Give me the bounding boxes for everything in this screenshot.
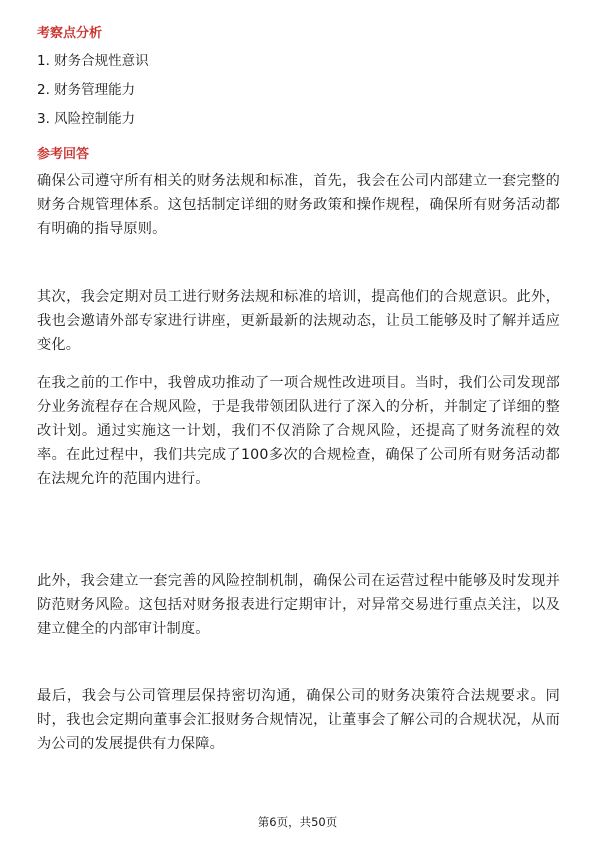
analysis-heading: 考察点分析 <box>37 26 103 41</box>
answer-paragraph-4: 此外，我会建立一套完善的风险控制机制，确保公司在运营过程中能够及时发现并防范财务风险。这包括对财务报表进行定期审计，对异常交易进行重点关注，以及建立健全的内部审计制度。 <box>37 573 560 637</box>
analysis-item-3: 3. 风险控制能力 <box>37 111 136 127</box>
answer-paragraph-5: 最后，我会与公司管理层保持密切沟通，确保公司的财务决策符合法规要求。同时，我也会定期向董事会汇报财务合规情况，让董事会了解公司的合规状况，从而为公司的发展提供有力保障。 <box>37 688 560 752</box>
answer-paragraph-2: 其次，我会定期对员工进行财务法规和标准的培训，提高他们的合规意识。此外，我也会邀请外部专家进行讲座，更新最新的法规动态，让员工能够及时了解并适应变化。 <box>37 289 560 353</box>
analysis-item-1: 1. 财务合规性意识 <box>37 53 149 69</box>
answer-paragraph-1: 确保公司遵守所有相关的财务法规和标准，首先，我会在公司内部建立一套完整的财务合规管理体系。这包括制定详细的财务政策和操作规程，确保所有财务活动都有明确的指导原则。 <box>37 173 560 237</box>
answer-heading: 参考回答 <box>37 147 90 162</box>
answer-paragraph-3: 在我之前的工作中，我曾成功推动了一项合规性改进项目。当时，我们公司发现部分业务流程存在合规风险，于是我带领团队进行了深入的分析，并制定了详细的整改计划。通过实施这一计划，我们不仅消除了合规风险，还提高了财务流程的效率。在此过程中，我们共完成了100多次的合规检查，确保了公司所有财务活动都在法规允许的范围内进行。 <box>37 375 560 487</box>
page-number: 第6页，共50页 <box>257 815 338 829</box>
analysis-item-2: 2. 财务管理能力 <box>37 82 136 98</box>
